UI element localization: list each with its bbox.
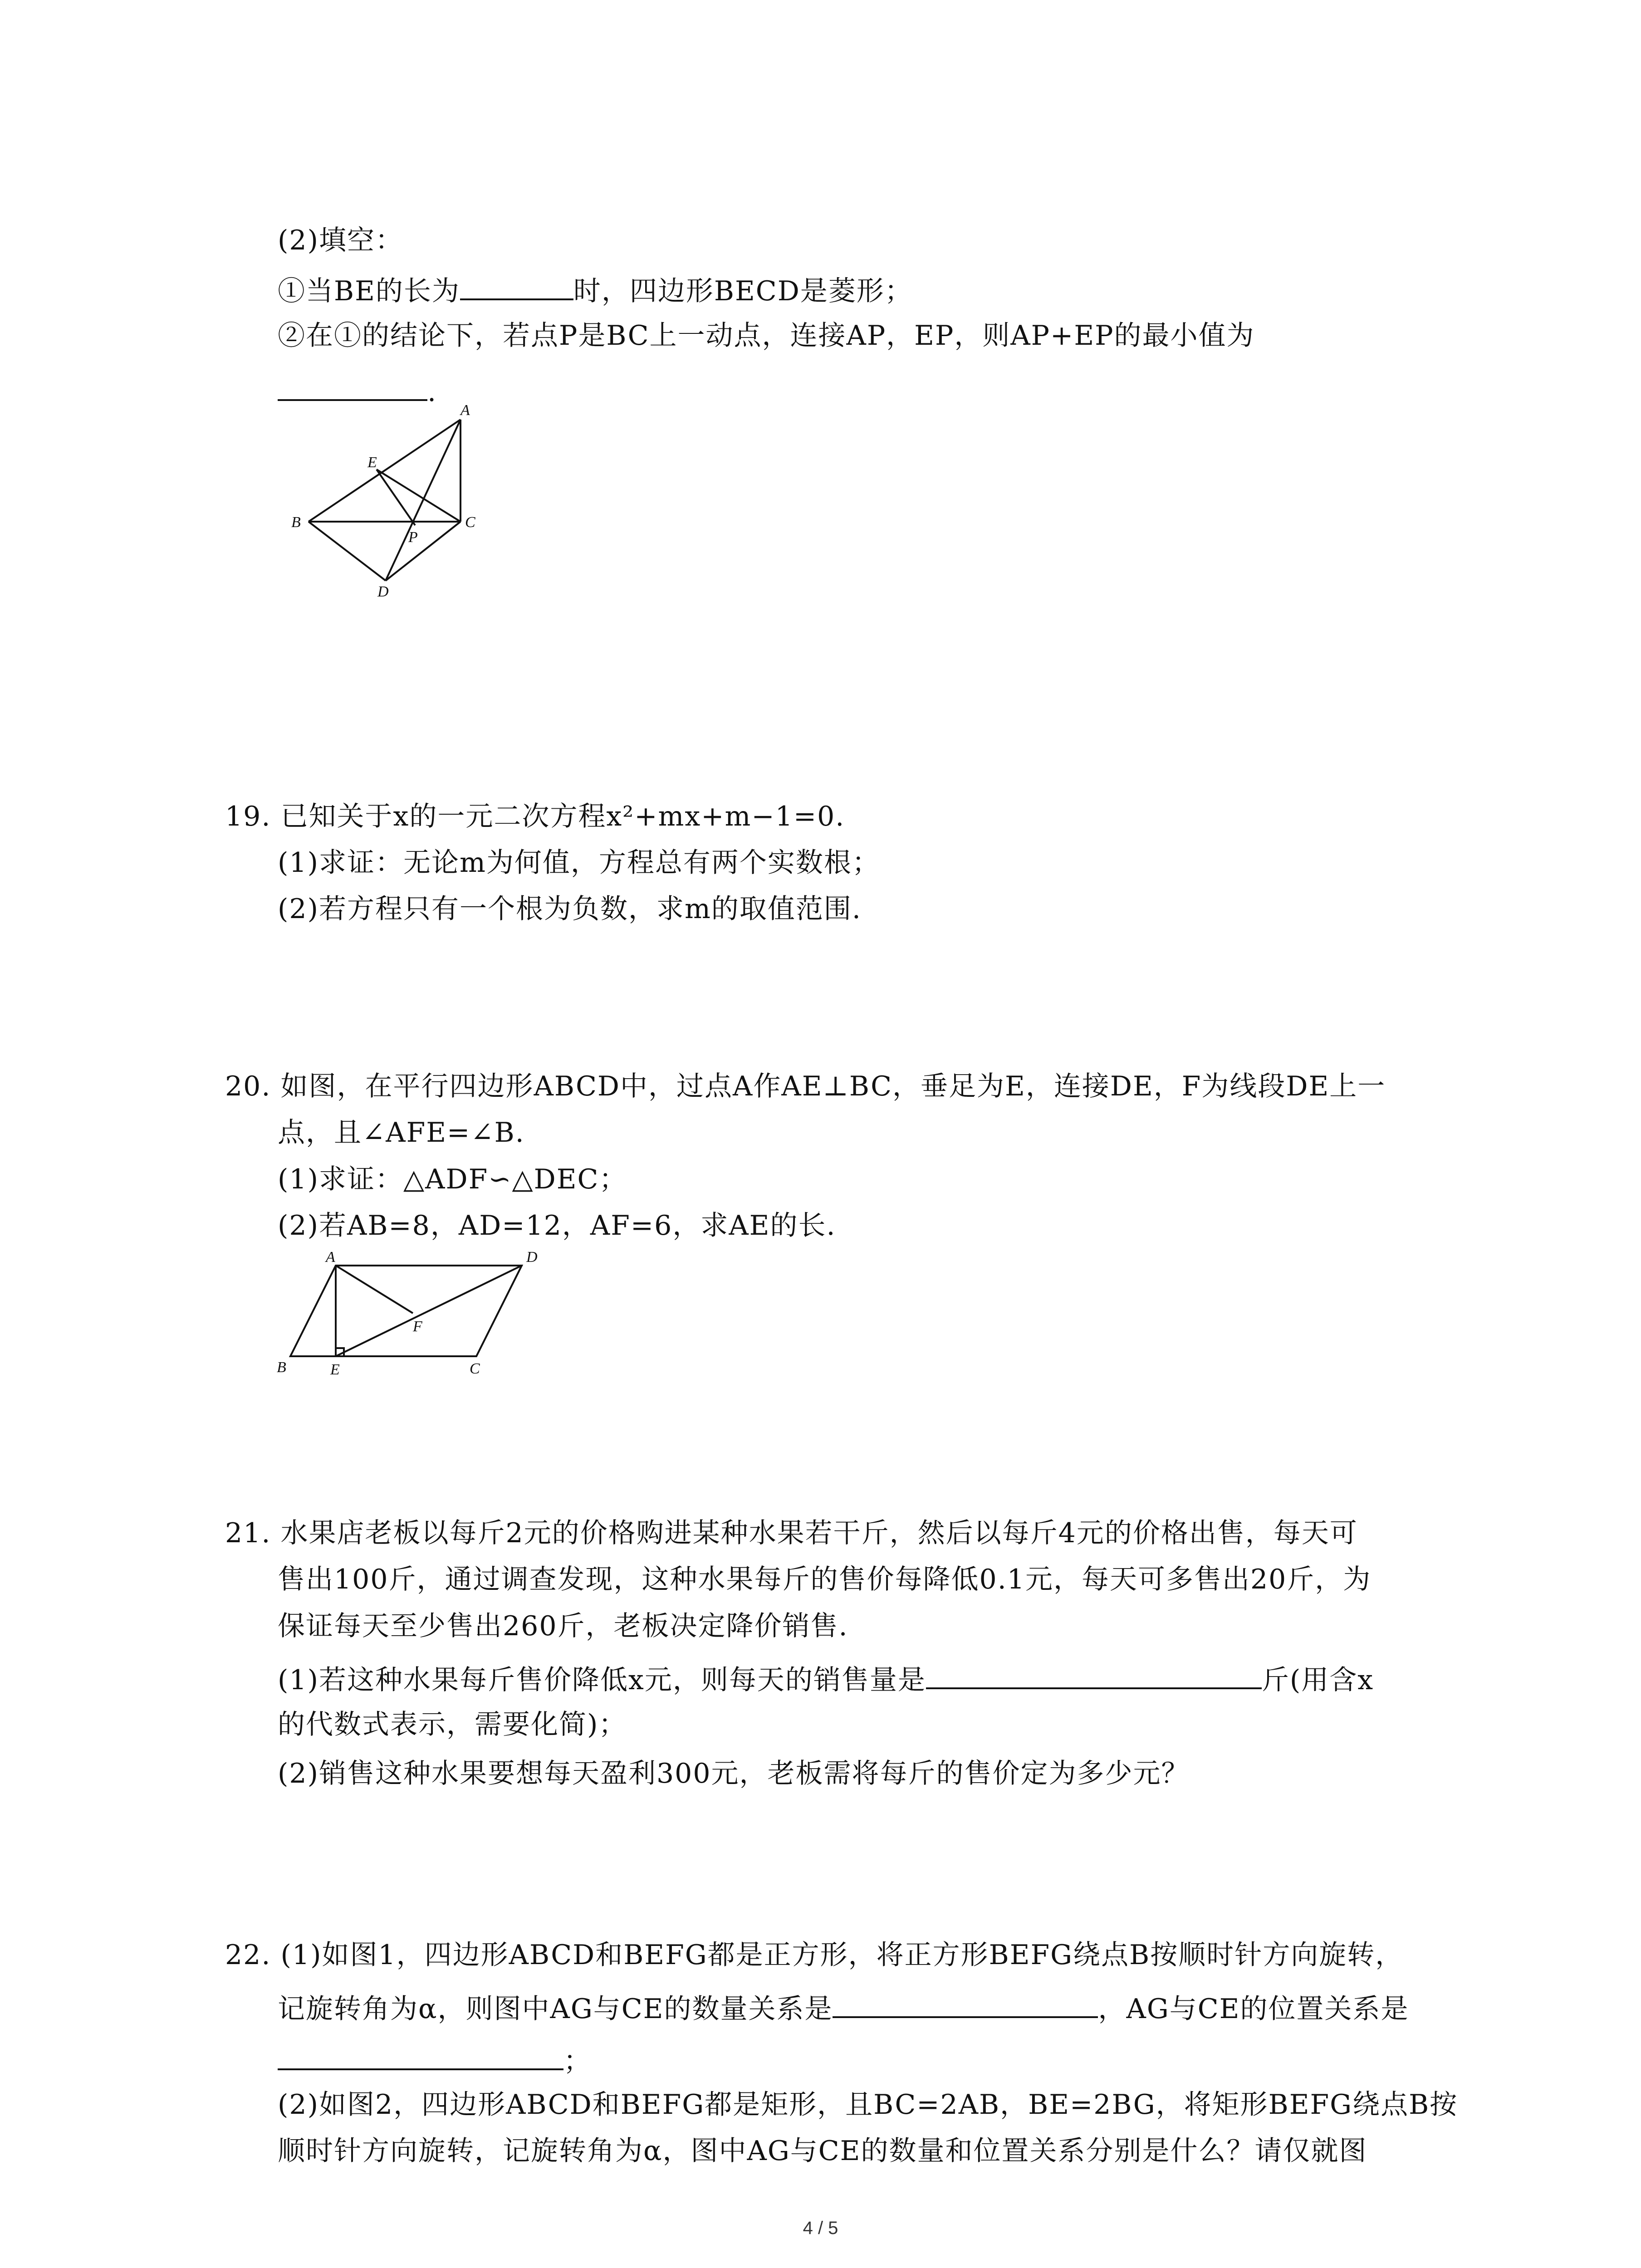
q22-blank-position[interactable] xyxy=(278,2041,563,2070)
q21-part2: (2)销售这种水果要想每天盈利300元，老板需将每斤的售价定为多少元？ xyxy=(278,1758,1190,1789)
q19-part2: (2)若方程只有一个根为负数，求m的取值范围. xyxy=(278,893,862,925)
fig20-label-a: A xyxy=(326,1249,335,1266)
fig18-label-e: E xyxy=(367,454,377,471)
q19-stem: 19. 已知关于x的一元二次方程x²+mx+m−1=0. xyxy=(225,801,845,832)
fig20-label-b: B xyxy=(277,1359,286,1376)
page-number: 4 / 5 xyxy=(803,2218,838,2238)
q20-stem-line2: 点，且∠AFE=∠B. xyxy=(278,1117,525,1149)
fig18-seg-ec xyxy=(377,469,460,522)
fig18-seg-ep xyxy=(377,469,415,525)
q21-line2: 售出100斤，通过调查发现，这种水果每斤的售价每降低0.1元，每天可多售出20斤，为 xyxy=(278,1564,1372,1595)
figure-q18 xyxy=(281,399,517,599)
fig20-seg-de xyxy=(336,1266,522,1356)
q21-part1-pre: (1)若这种水果每斤售价降低x元，则每天的销售量是 xyxy=(278,1664,926,1696)
q21-part1-line2: 的代数式表示，需要化简)； xyxy=(278,1709,627,1740)
fig18-label-a: A xyxy=(460,402,470,419)
fig20-seg-af xyxy=(336,1266,413,1313)
fig20-label-d: D xyxy=(526,1249,538,1266)
q22-line3 xyxy=(278,2041,592,2079)
q22-blank-quantity[interactable] xyxy=(833,1989,1098,2018)
fig18-label-p: P xyxy=(408,529,418,546)
q21-line3: 保证每天至少售出260斤，老板决定降价销售. xyxy=(278,1610,848,1642)
q18-item2: ②在①的结论下，若点P是BC上一动点，连接AP，EP，则AP+EP的最小值为 xyxy=(278,320,1255,352)
q20-part1: (1)求证：△ADF∽△DEC； xyxy=(278,1163,627,1195)
fig20-label-f: F xyxy=(413,1318,422,1335)
q22-line2-post: ，AG与CE的位置关系是 xyxy=(1098,1993,1409,2025)
q20-part2: (2)若AB=8，AD=12，AF=6，求AE的长. xyxy=(278,1210,836,1242)
figure-q20 xyxy=(268,1243,558,1388)
q18-part2-header: (2)填空： xyxy=(278,225,403,256)
fig18-label-b: B xyxy=(291,514,301,531)
q18-item1-pre: ①当BE的长为 xyxy=(278,275,460,307)
q22-line2-pre: 记旋转角为α，则图中AG与CE的数量关系是 xyxy=(278,1993,833,2025)
q21-part1-blank[interactable] xyxy=(926,1660,1262,1689)
fig20-label-e: E xyxy=(330,1361,340,1378)
fig18-label-c: C xyxy=(465,514,475,531)
q18-item2-end: . xyxy=(427,376,437,408)
fig20-label-c: C xyxy=(470,1360,480,1377)
q21-part1 xyxy=(278,1660,1374,1698)
q20-stem-line1: 20. 如图，在平行四边形ABCD中，过点A作AE⊥BC，垂足为E，连接DE，F为线段DE上一 xyxy=(225,1070,1386,1102)
q22-part2-line1: (2)如图2，四边形ABCD和BEFG都是矩形，且BC=2AB，BE=2BG，将矩形BEFG绕点B按 xyxy=(278,2089,1458,2121)
q18-item1-post: 时，四边形BECD是菱形； xyxy=(573,275,913,307)
q18-item1-blank[interactable] xyxy=(460,271,573,300)
q22-line2 xyxy=(278,1989,1409,2027)
fig18-seg-cd xyxy=(386,522,460,581)
q21-line1: 21. 水果店老板以每斤2元的价格购进某种水果若干斤，然后以每斤4元的价格出售，每天可 xyxy=(225,1517,1358,1549)
q18-item1 xyxy=(278,271,913,309)
q18-item2-blank[interactable] xyxy=(278,372,427,401)
q22-line3-end: ； xyxy=(563,2045,592,2077)
q21-part1-post: 斤(用含x xyxy=(1261,1664,1374,1696)
q22-line1: 22. (1)如图1，四边形ABCD和BEFG都是正方形，将正方形BEFG绕点B按顺时针方向旋转， xyxy=(225,1939,1404,1971)
q19-part1: (1)求证：无论m为何值，方程总有两个实数根； xyxy=(278,847,880,879)
q22-part2-line2: 顺时针方向旋转，记旋转角为α，图中AG与CE的数量和位置关系分别是什么？请仅就图 xyxy=(278,2135,1367,2167)
fig18-label-d: D xyxy=(377,583,389,599)
fig20-parallelogram xyxy=(290,1266,522,1356)
fig18-seg-bd xyxy=(309,522,386,581)
